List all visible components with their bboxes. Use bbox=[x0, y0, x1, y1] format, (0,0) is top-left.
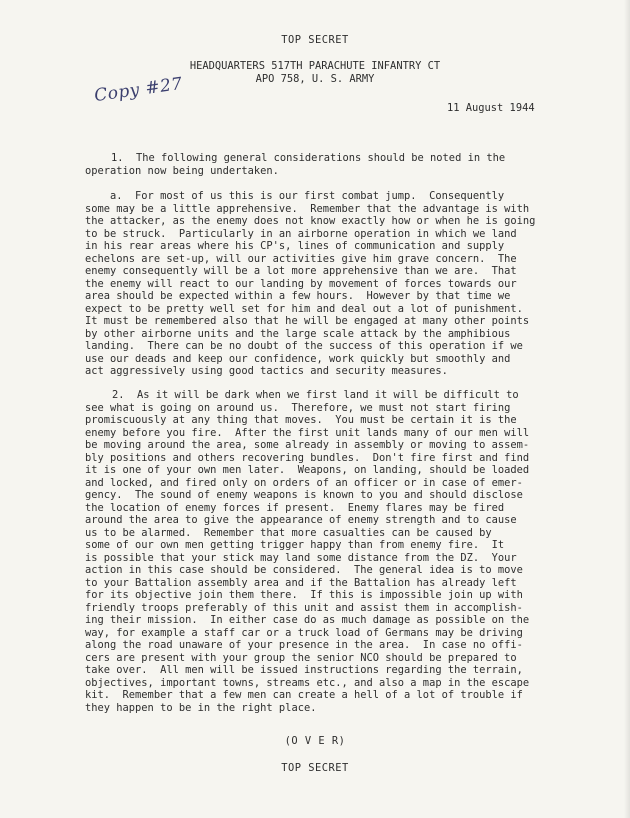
page-edge-shadow bbox=[624, 0, 630, 818]
text-line: by other airborne units and the large scale attack by the amphibious bbox=[85, 327, 511, 340]
text-line: 1. The following general considerations should be noted in the bbox=[111, 152, 506, 164]
text-line: it is one of your own men later. Weapons, on landing, should be loaded bbox=[85, 464, 530, 476]
text-line: enemy consequently will be a lot more apprehensive than we are. That bbox=[85, 265, 517, 277]
text-line: friendly troops preferably of this unit and assist them in accomplish- bbox=[85, 601, 523, 614]
text-line: landing. There can be no doubt of the success of this operation if we bbox=[85, 340, 523, 352]
text-line: bly positions and others recovering bundles. Don't fire first and find bbox=[85, 451, 530, 464]
handwritten-copy-number: Copy #27 bbox=[93, 73, 184, 107]
text-line: operation now being undertaken. bbox=[85, 164, 279, 177]
text-line: for its objective join them there. If this is impossible join up with bbox=[85, 589, 523, 601]
text-line: gency. The sound of enemy weapons is known to you and should disclose bbox=[85, 489, 523, 501]
text-line: use our deads and keep our confidence, work quickly but smoothly and bbox=[85, 352, 511, 365]
text-line: It must be remembered also that he will be engaged at many other points bbox=[85, 315, 530, 327]
text-line: see what is going on around us. Therefore, we must not start firing bbox=[85, 401, 511, 414]
text-line: area should be expected within a few hours. However by that time we bbox=[85, 290, 511, 302]
text-line: some may be a little apprehensive. Remember that the advantage is with bbox=[85, 202, 530, 215]
text-line: to your Battalion assembly area and if the Battalion has already left bbox=[85, 576, 517, 589]
over-marker: (O V E R) bbox=[284, 735, 346, 747]
text-line: act aggressively using good tactics and security measures. bbox=[85, 365, 448, 377]
text-line: echelons are set-up, will our activities give him grave concern. The bbox=[85, 252, 517, 265]
paragraph-2 bbox=[85, 389, 600, 714]
text-line: the attacker, as the enemy does not know exactly how or when he is going bbox=[85, 215, 536, 227]
text-line: objectives, important towns, streams etc., and also a map in the escape bbox=[85, 676, 530, 689]
text-line: kit. Remember that a few men can create a hell of a lot of trouble if bbox=[85, 689, 523, 701]
text-line: along the road unaware of your presence in the area. In case no offi- bbox=[85, 639, 523, 651]
text-line: way, for example a staff car or a truck load of Germans may be driving bbox=[85, 626, 523, 639]
text-line: take over. All men will be issued instructions regarding the terrain, bbox=[85, 664, 523, 676]
text-line: enemy before you fire. After the first unit lands many of our men will bbox=[85, 426, 530, 439]
text-line: in his rear areas where his CP's, lines of communication and supply bbox=[85, 240, 505, 252]
text-line: is possible that your stick may land some distance from the DZ. Your bbox=[85, 551, 517, 564]
text-line: around the area to give the appearance of enemy strength and to cause bbox=[85, 514, 517, 526]
letterhead-line-2: APO 758, U. S. ARMY bbox=[255, 72, 375, 85]
text-line: 2. As it will be dark when we first land it will be difficult to bbox=[112, 389, 519, 401]
text-line: expect to be pretty well set for him and deal out a lot of punishment. bbox=[85, 302, 523, 315]
text-line: action in this case should be considered. The general idea is to move bbox=[85, 564, 523, 576]
text-line: the enemy will react to our landing by movement of forces towards our bbox=[85, 277, 517, 290]
text-line: some of our own men getting trigger happy than from enemy fire. It bbox=[85, 539, 505, 551]
letterhead bbox=[0, 60, 630, 85]
classification-footer: TOP SECRET bbox=[281, 762, 349, 774]
text-line: us to be alarmed. Remember that more casualties can be caused by bbox=[85, 526, 492, 539]
text-line: to be struck. Particularly in an airborne operation in which we land bbox=[85, 227, 517, 240]
text-line: and locked, and fired only on orders of an officer or in case of emer- bbox=[85, 476, 523, 489]
classification-header: TOP SECRET bbox=[281, 34, 349, 46]
text-line: the location of enemy forces if present. Enemy flares may be fired bbox=[85, 501, 505, 514]
text-line: be moving around the area, some already in assembly or moving to assem- bbox=[85, 439, 530, 451]
text-line: ing their mission. In either case do as much damage as possible on the bbox=[85, 614, 530, 626]
paragraph-1 bbox=[85, 152, 591, 177]
letterhead-line-1: HEADQUARTERS 517TH PARACHUTE INFANTRY CT bbox=[189, 60, 441, 72]
paragraph-a bbox=[85, 190, 595, 378]
text-line: promiscuously at any thing that moves. You must be certain it is the bbox=[85, 414, 517, 426]
document-date: 11 August 1944 bbox=[447, 102, 535, 114]
text-line: they happen to be in the right place. bbox=[85, 701, 317, 714]
text-line: cers are present with your group the senior NCO should be prepared to bbox=[85, 651, 517, 664]
text-line: a. For most of us this is our first combat jump. Consequently bbox=[85, 190, 505, 202]
